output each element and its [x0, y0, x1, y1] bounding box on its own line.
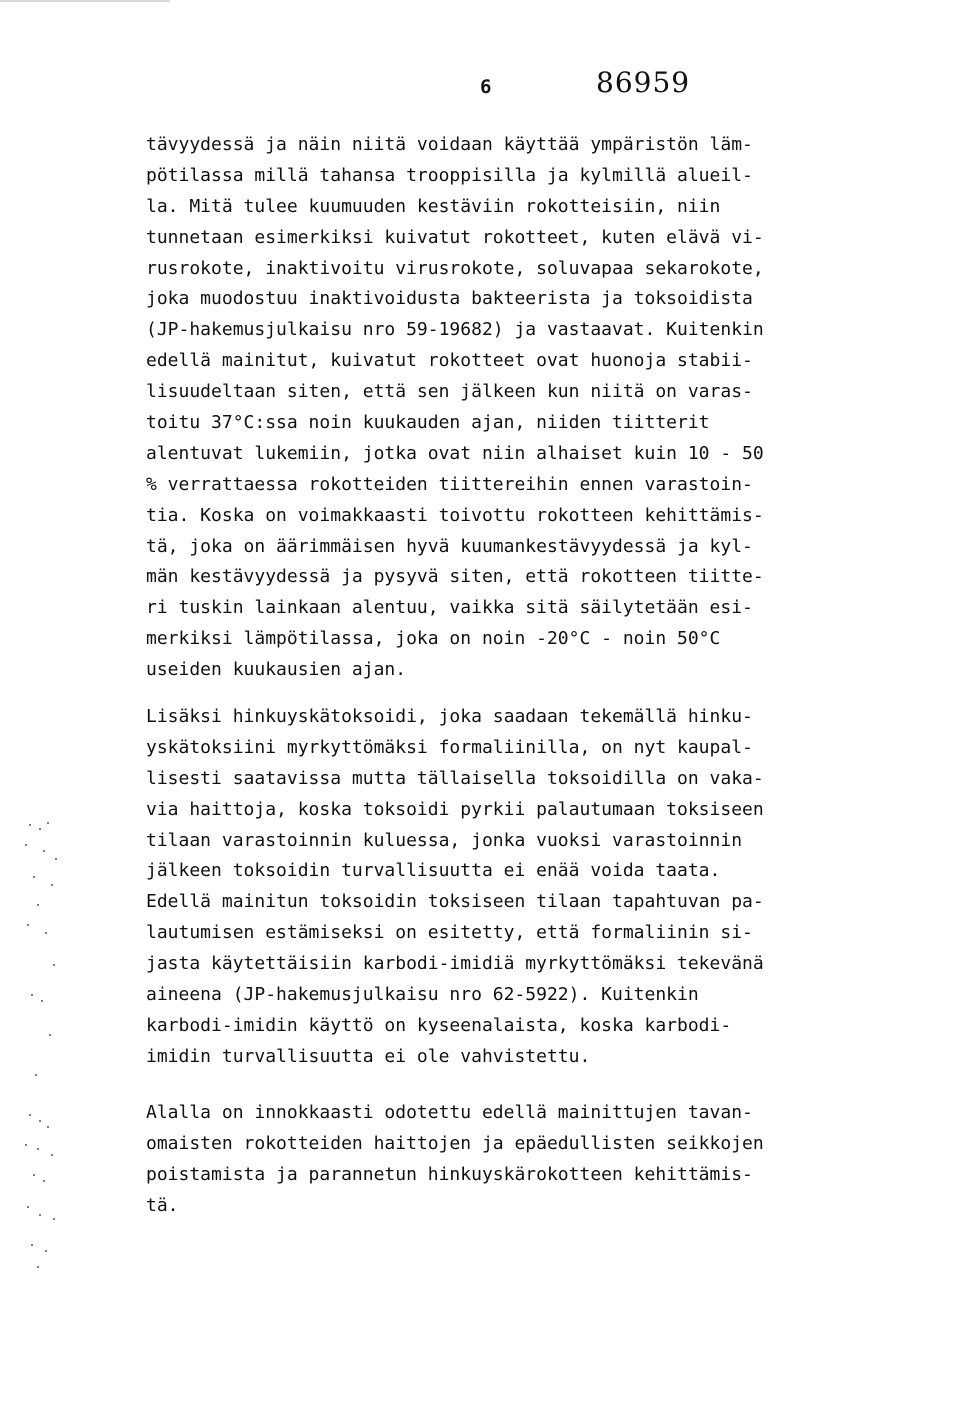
text-line: lisuudeltaan siten, että sen jälkeen kun niitä on varas-: [146, 381, 753, 403]
text-line: lisesti saatavissa mutta tällaisella toksoidilla on vaka-: [146, 767, 764, 789]
text-line: joka muodostuu inaktivoidusta bakteerista ja toksoidista: [146, 288, 753, 310]
text-line: jasta käytettäisiin karbodi-imidiä myrkyttömäksi tekevänä: [146, 953, 764, 975]
text-line: ri tuskin lainkaan alentuu, vaikka sitä säilytetään esi-: [146, 597, 753, 619]
text-line: lautumisen estämiseksi on esitetty, että formaliinin si-: [146, 922, 753, 944]
text-line: tä.: [146, 1194, 179, 1216]
text-line: imidin turvallisuutta ei ole vahvistettu.: [146, 1045, 591, 1067]
text-line: jälkeen toksoidin turvallisuutta ei enää voida taata.: [146, 860, 721, 882]
text-line: omaisten rokotteiden haittojen ja epäedullisten seikkojen: [146, 1132, 764, 1154]
scan-edge-mark: [0, 0, 170, 2]
text-line: poistamista ja parannetun hinkuyskärokotteen kehittämis-: [146, 1163, 753, 1185]
text-line: la. Mitä tulee kuumuuden kestäviin rokotteisiin, niin: [146, 195, 721, 217]
text-line: män kestävyydessä ja pysyvä siten, että rokotteen tiitte-: [146, 566, 764, 588]
text-line: merkiksi lämpötilassa, joka on noin -20°C - noin 50°C: [146, 628, 721, 650]
text-line: Lisäksi hinkuyskätoksoidi, joka saadaan tekemällä hinku-: [146, 706, 753, 727]
text-line: tilaan varastoinnin kuluessa, jonka vuoksi varastoinnin: [146, 829, 743, 851]
document-number: 86959: [596, 66, 691, 99]
text-line: % verrattaessa rokotteiden tiittereihin ennen varastoin-: [146, 473, 753, 495]
text-line: toitu 37°C:ssa noin kuukauden ajan, niiden tiitterit: [146, 412, 710, 434]
text-line: tia. Koska on voimakkaasti toivottu rokotteen kehittämis-: [146, 504, 764, 526]
paragraph-1: [146, 130, 846, 686]
scan-speckle-marks: [18, 815, 68, 1275]
text-line: tunnetaan esimerkiksi kuivatut rokotteet, kuten elävä vi-: [146, 226, 764, 248]
text-line: (JP-hakemusjulkaisu nro 59-19682) ja vastaavat. Kuitenkin: [146, 319, 764, 341]
paragraph-2: [146, 702, 846, 1073]
text-line: yskätoksiini myrkyttömäksi formaliinilla, on nyt kaupal-: [146, 736, 753, 758]
text-line: tä, joka on äärimmäisen hyvä kuumankestävyydessä ja kyl-: [146, 535, 753, 557]
text-line: aineena (JP-hakemusjulkaisu nro 62-5922). Kuitenkin: [146, 984, 699, 1006]
page-number: 6: [480, 76, 492, 98]
paragraph-3: [146, 1098, 846, 1222]
text-line: alentuvat lukemiin, jotka ovat niin alhaiset kuin 10 - 50: [146, 442, 764, 464]
text-line: useiden kuukausien ajan.: [146, 659, 407, 681]
text-line: tävyydessä ja näin niitä voidaan käyttää ympäristön läm-: [146, 134, 753, 155]
text-line: pötilassa millä tahansa trooppisilla ja kylmillä alueil-: [146, 164, 753, 186]
text-line: rusrokote, inaktivoitu virusrokote, soluvapaa sekarokote,: [146, 257, 764, 279]
text-line: Edellä mainitun toksoidin toksiseen tilaan tapahtuvan pa-: [146, 891, 764, 913]
text-line: Alalla on innokkaasti odotettu edellä mainittujen tavan-: [146, 1102, 753, 1123]
text-line: edellä mainitut, kuivatut rokotteet ovat huonoja stabii-: [146, 350, 753, 372]
text-line: karbodi-imidin käyttö on kyseenalaista, koska karbodi-: [146, 1014, 732, 1036]
text-line: via haittoja, koska toksoidi pyrkii palautumaan toksiseen: [146, 798, 764, 820]
